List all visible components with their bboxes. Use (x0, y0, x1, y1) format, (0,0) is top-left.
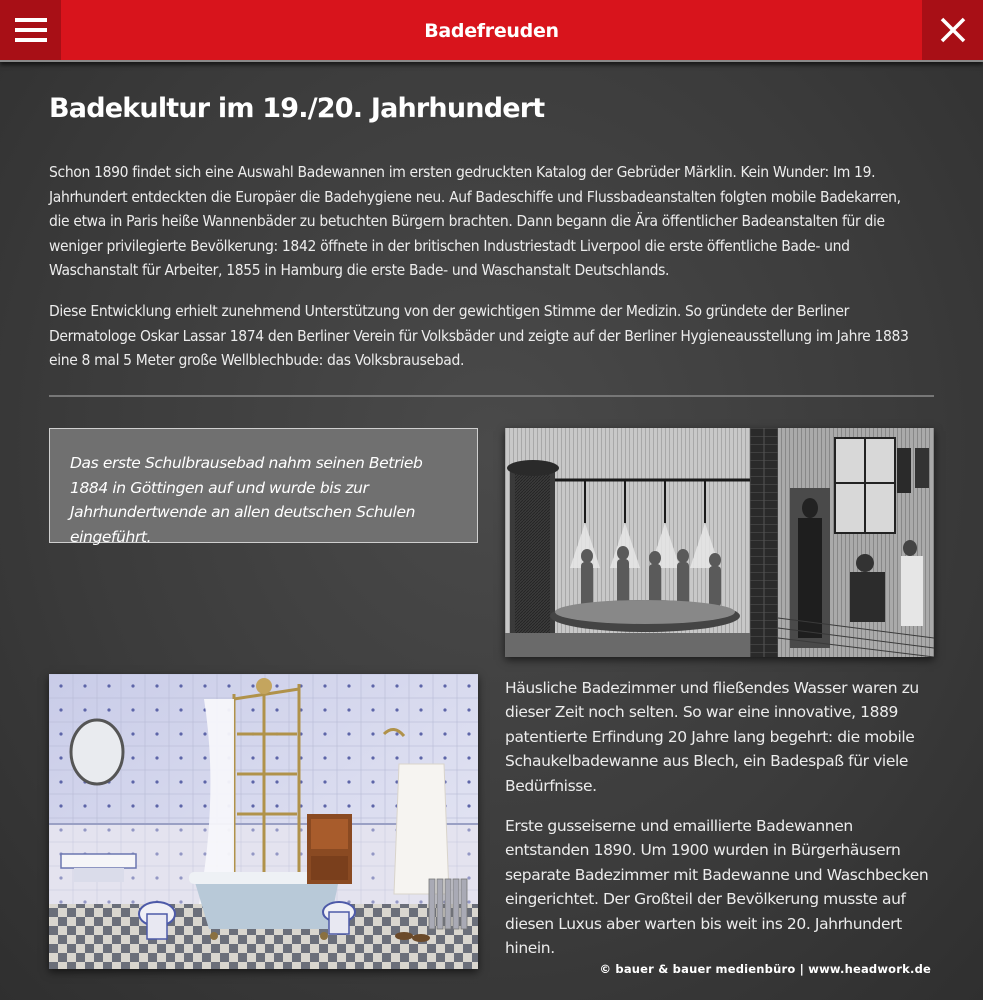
intro-text (49, 160, 924, 389)
close-icon (939, 16, 967, 44)
app-title: Badefreuden (424, 20, 559, 42)
side-text (505, 676, 935, 976)
top-bar (0, 0, 983, 62)
side-paragraph: Erste gusseiserne und emaillierte Badewannen entstanden 1890. Um 1900 wurden in Bürgerhäusern separate Badezimmer mit Badewanne und Waschbecken eingerichtet. Der Großteil der Bevölkerung musste auf diesen Luxus aber warten bis weit ins 20. Jahrhundert hinein. (505, 817, 929, 958)
intro-paragraph: Schon 1890 findet sich eine Auswahl Badewannen im ersten gedruckten Katalog der Gebrüder Märklin. Kein Wunder: Im 19. Jahrhundert entdeckten die Europäer die Badehygiene neu. Auf Badeschiffe und Flussbadeanstalten folgten mobile Badekarren, die etwa in Paris heiße Wannenbäder zu betuchten Bürgern brachten. Dann begann die Ära öffentlicher Badeanstalten für die weniger privilegierte Bevölkerung: 1842 öffnete in der britischen Industriestadt Liverpool die erste öffentliche Bade- und Waschanstalt für Arbeiter, 1855 in Hamburg die erste Bade- und Waschanstalt Deutschlands. (49, 163, 901, 280)
close-button[interactable] (922, 0, 983, 60)
copyright-notice: © bauer & bauer medienbüro | www.headwork.de (599, 962, 931, 976)
intro-paragraph: Diese Entwicklung erhielt zunehmend Unterstützung von der gewichtigen Stimme der Medizin. So gründete der Berliner Dermatologe Oskar Lassar 1874 den Berliner Verein für Volksbäder und zeigte auf der Berliner Hygieneausstellung im Jahre 1883 eine 8 mal 5 Meter große Wellblechbude: das Volksbrausebad. (49, 301, 909, 370)
page-title: Badekultur im 19./20. Jahrhundert (49, 93, 545, 124)
quote-box: Das erste Schulbrausebad nahm seinen Betrieb 1884 in Göttingen auf und wurde bis zur Jahrhundertwende an allen deutschen Schulen eingeführt. (49, 428, 478, 543)
section-divider (49, 395, 934, 397)
side-paragraph: Häusliche Badezimmer und fließendes Wasser waren zu dieser Zeit noch selten. So war eine innovative, 1889 patentierte Erfindung 20 Jahre lang begehrt: die mobile Schaukelbadewanne aus Blech, ein Badespaß für viele Bedürfnisse. (505, 679, 919, 795)
historic-bathroom-photo (49, 674, 478, 969)
hamburger-menu-icon[interactable] (0, 0, 61, 60)
school-shower-engraving-image (505, 428, 934, 657)
